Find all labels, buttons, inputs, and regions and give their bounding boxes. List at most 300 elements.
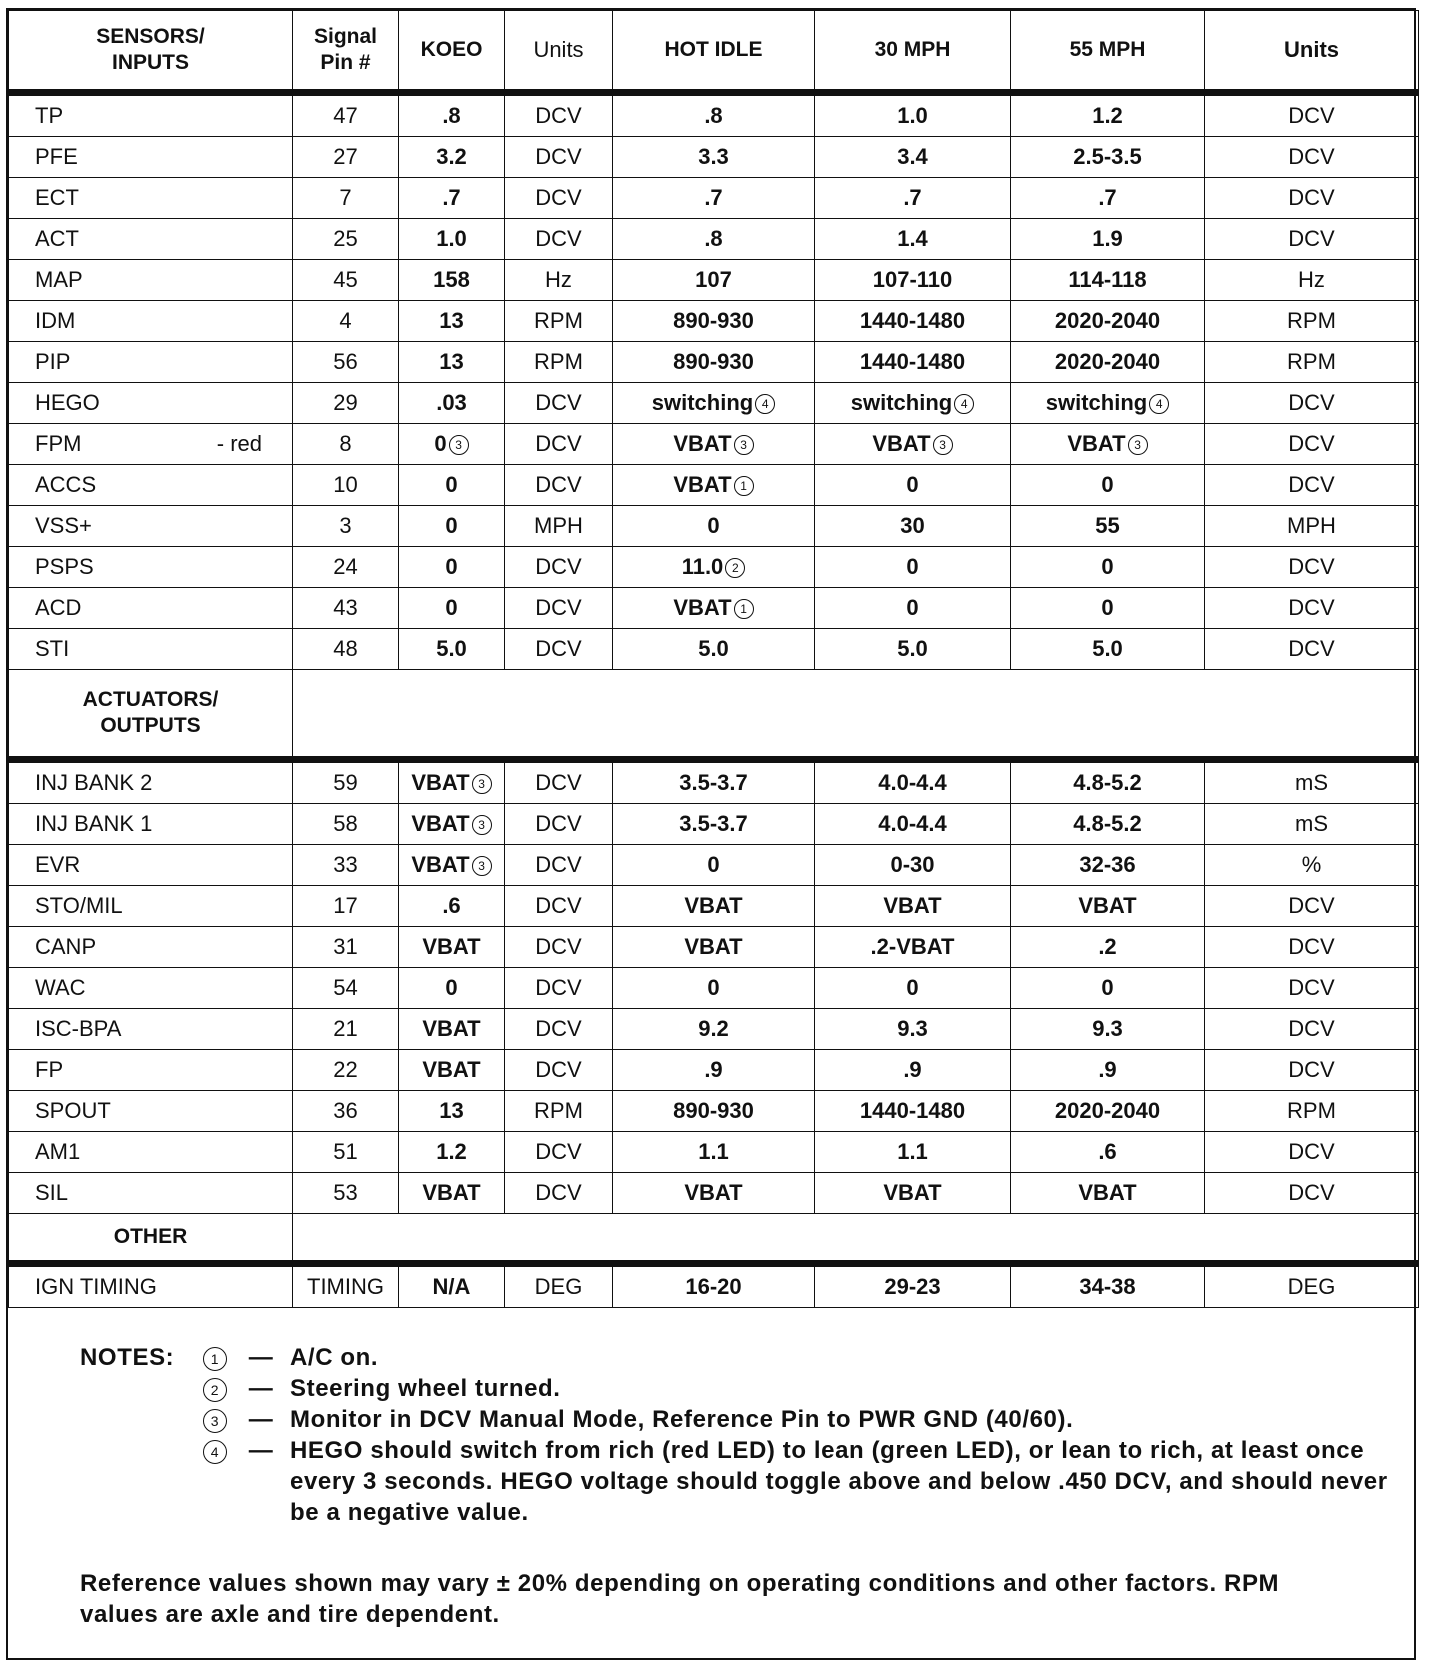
cell-name xyxy=(9,804,293,845)
cell-value: VBAT xyxy=(1067,431,1126,456)
cell-units xyxy=(505,301,613,342)
cell-name xyxy=(9,1264,293,1308)
cell-hot-idle xyxy=(613,301,815,342)
cell-value: PSPS xyxy=(35,554,94,579)
cell-name xyxy=(9,588,293,629)
cell-value: 53 xyxy=(333,1180,358,1205)
cell-units xyxy=(505,342,613,383)
cell-value: 1.2 xyxy=(1092,103,1123,128)
cell-value: .9 xyxy=(704,1057,723,1082)
cell-value: DEG xyxy=(534,1274,583,1299)
cell-value: DCV xyxy=(1288,1057,1335,1082)
note-marker-icon: 1 xyxy=(203,1347,227,1371)
cell-koeo xyxy=(399,260,505,301)
cell-55-mph xyxy=(1011,1091,1205,1132)
cell-koeo xyxy=(399,1264,505,1308)
cell-value: 24 xyxy=(333,554,358,579)
table-row xyxy=(9,137,1419,178)
cell-pin xyxy=(293,1009,399,1050)
cell-55-mph xyxy=(1011,178,1205,219)
cell-value: DCV xyxy=(1288,1016,1335,1041)
cell-hot-idle xyxy=(613,886,815,927)
cell-value: INJ BANK 1 xyxy=(35,811,153,836)
notes-label xyxy=(80,1373,198,1404)
cell-value: RPM xyxy=(1287,349,1336,374)
cell-value: 32-36 xyxy=(1079,852,1136,877)
cell-value: DCV xyxy=(535,893,582,918)
cell-value: .6 xyxy=(1098,1139,1117,1164)
cell-units-right xyxy=(1205,886,1419,927)
cell-name xyxy=(9,301,293,342)
cell-value: DCV xyxy=(1288,1139,1335,1164)
cell-55-mph xyxy=(1011,1264,1205,1308)
cell-30-mph xyxy=(815,1091,1011,1132)
cell-value: VBAT xyxy=(684,1180,743,1205)
table-row xyxy=(9,547,1419,588)
cell-name xyxy=(9,260,293,301)
cell-koeo xyxy=(399,1050,505,1091)
cell-value: RPM xyxy=(1287,308,1336,333)
cell-value: VBAT xyxy=(872,431,931,456)
cell-koeo xyxy=(399,424,505,465)
cell-value: 890-930 xyxy=(673,1098,754,1123)
cell-55-mph xyxy=(1011,383,1205,424)
section-label-other: OTHER xyxy=(9,1214,293,1264)
other-body xyxy=(9,1264,1419,1308)
cell-value: 2020-2040 xyxy=(1054,308,1161,333)
cell-value: DCV xyxy=(535,554,582,579)
cell-units-right xyxy=(1205,927,1419,968)
cell-30-mph xyxy=(815,137,1011,178)
cell-value: DCV xyxy=(1288,431,1335,456)
cell-30-mph xyxy=(815,301,1011,342)
cell-value: STI xyxy=(35,636,70,661)
cell-value: 0 xyxy=(707,975,720,1000)
cell-value: 5.0 xyxy=(698,636,729,661)
cell-value: 0 xyxy=(1101,975,1114,1000)
cell-value: 0 xyxy=(434,431,447,456)
note-number xyxy=(198,1435,232,1528)
cell-30-mph xyxy=(815,845,1011,886)
cell-value: 0 xyxy=(445,595,458,620)
cell-name xyxy=(9,629,293,670)
cell-koeo xyxy=(399,1009,505,1050)
cell-pin xyxy=(293,547,399,588)
notes-block xyxy=(8,1308,1414,1630)
cell-value: IGN TIMING xyxy=(35,1274,157,1299)
cell-value: 59 xyxy=(333,770,358,795)
cell-value: VBAT xyxy=(422,1057,481,1082)
cell-30-mph xyxy=(815,760,1011,804)
cell-value: 16-20 xyxy=(685,1274,742,1299)
cell-units xyxy=(505,1009,613,1050)
cell-value: CANP xyxy=(35,934,97,959)
cell-55-mph xyxy=(1011,886,1205,927)
cell-koeo xyxy=(399,845,505,886)
cell-value: 2020-2040 xyxy=(1054,349,1161,374)
cell-value: VBAT xyxy=(411,852,470,877)
cell-value: 1.2 xyxy=(436,1139,467,1164)
cell-55-mph xyxy=(1011,219,1205,260)
cell-name xyxy=(9,1091,293,1132)
cell-koeo xyxy=(399,804,505,845)
cell-name xyxy=(9,1132,293,1173)
sensors-body xyxy=(9,93,1419,670)
cell-value: RPM xyxy=(1287,1098,1336,1123)
cell-value: SPOUT xyxy=(35,1098,111,1123)
cell-value: VBAT xyxy=(1078,893,1137,918)
header-30-mph: 30 MPH xyxy=(815,11,1011,93)
cell-value: DCV xyxy=(1288,975,1335,1000)
cell-units xyxy=(505,886,613,927)
cell-30-mph xyxy=(815,1050,1011,1091)
cell-units xyxy=(505,424,613,465)
cell-name xyxy=(9,845,293,886)
cell-value: 1.0 xyxy=(897,103,928,128)
cell-units xyxy=(505,93,613,137)
table-row xyxy=(9,178,1419,219)
cell-koeo xyxy=(399,465,505,506)
table-row xyxy=(9,1132,1419,1173)
cell-units xyxy=(505,804,613,845)
cell-value: IDM xyxy=(35,308,76,333)
note-text: Monitor in DCV Manual Mode, Reference Pin to PWR GND (40/60). xyxy=(290,1406,1074,1433)
cell-value: DCV xyxy=(535,1057,582,1082)
cell-units-right xyxy=(1205,424,1419,465)
table-row xyxy=(9,760,1419,804)
table-row xyxy=(9,342,1419,383)
cell-55-mph xyxy=(1011,506,1205,547)
cell-value: 158 xyxy=(433,267,470,292)
cell-30-mph xyxy=(815,465,1011,506)
cell-value: Hz xyxy=(545,267,572,292)
cell-55-mph xyxy=(1011,1050,1205,1091)
cell-koeo xyxy=(399,301,505,342)
cell-55-mph xyxy=(1011,1009,1205,1050)
note-marker-icon: 4 xyxy=(203,1440,227,1464)
cell-value: INJ BANK 2 xyxy=(35,770,153,795)
section-label-actuators: ACTUATORS/ OUTPUTS xyxy=(9,670,293,760)
cell-value: DCV xyxy=(1288,636,1335,661)
cell-name xyxy=(9,219,293,260)
cell-hot-idle xyxy=(613,1132,815,1173)
cell-30-mph xyxy=(815,260,1011,301)
cell-pin xyxy=(293,93,399,137)
cell-koeo xyxy=(399,588,505,629)
cell-value: 21 xyxy=(333,1016,358,1041)
cell-value: 114-118 xyxy=(1068,267,1147,292)
cell-30-mph xyxy=(815,1132,1011,1173)
cell-koeo xyxy=(399,178,505,219)
cell-value: MAP xyxy=(35,267,83,292)
cell-value: 29-23 xyxy=(884,1274,941,1299)
cell-value: 107-110 xyxy=(872,267,953,292)
cell-55-mph xyxy=(1011,760,1205,804)
header-units-right: Units xyxy=(1205,11,1419,93)
cell-pin xyxy=(293,137,399,178)
cell-units-right xyxy=(1205,845,1419,886)
cell-55-mph xyxy=(1011,547,1205,588)
cell-value: switching xyxy=(1045,390,1148,415)
note-dash: — xyxy=(248,1437,274,1464)
cell-units-right xyxy=(1205,260,1419,301)
cell-name xyxy=(9,137,293,178)
cell-pin xyxy=(293,1173,399,1214)
cell-pin xyxy=(293,383,399,424)
cell-units-right xyxy=(1205,301,1419,342)
cell-value: ECT xyxy=(35,185,79,210)
header-hot-idle: HOT IDLE xyxy=(613,11,815,93)
section-blank xyxy=(293,1214,1419,1264)
cell-value: RPM xyxy=(534,1098,583,1123)
cell-value: .2-VBAT xyxy=(870,934,955,959)
cell-value: .7 xyxy=(704,185,723,210)
cell-value: 5.0 xyxy=(897,636,928,661)
cell-koeo xyxy=(399,1173,505,1214)
cell-30-mph xyxy=(815,383,1011,424)
section-row-other xyxy=(9,1214,1419,1264)
cell-value: HEGO xyxy=(35,390,100,415)
cell-value: STO/MIL xyxy=(35,893,123,918)
cell-value: 3.4 xyxy=(897,144,928,169)
cell-value: 0 xyxy=(906,554,919,579)
cell-value: 17 xyxy=(333,893,358,918)
note-text: A/C on. xyxy=(290,1344,379,1371)
cell-value: 0 xyxy=(1101,595,1114,620)
cell-hot-idle xyxy=(613,465,815,506)
cell-hot-idle xyxy=(613,178,815,219)
cell-units-right xyxy=(1205,342,1419,383)
cell-value: 1.0 xyxy=(436,226,467,251)
cell-hot-idle xyxy=(613,93,815,137)
cell-units xyxy=(505,1132,613,1173)
cell-pin xyxy=(293,1132,399,1173)
cell-value: VBAT xyxy=(422,1016,481,1041)
cell-koeo xyxy=(399,886,505,927)
cell-name xyxy=(9,383,293,424)
cell-30-mph xyxy=(815,424,1011,465)
cell-pin xyxy=(293,760,399,804)
cell-pin xyxy=(293,219,399,260)
note-dash: — xyxy=(248,1344,274,1371)
cell-value: VBAT xyxy=(684,893,743,918)
cell-koeo xyxy=(399,968,505,1009)
cell-value: VBAT xyxy=(883,893,942,918)
cell-value: 9.3 xyxy=(1092,1016,1123,1041)
cell-value: SIL xyxy=(35,1180,69,1205)
note-item xyxy=(80,1404,1394,1435)
cell-55-mph xyxy=(1011,424,1205,465)
cell-pin xyxy=(293,588,399,629)
notes-label: NOTES: xyxy=(80,1344,175,1371)
cell-value: 0 xyxy=(906,472,919,497)
cell-units xyxy=(505,547,613,588)
cell-units-right xyxy=(1205,1091,1419,1132)
cell-value: 33 xyxy=(333,852,358,877)
cell-value: 31 xyxy=(333,934,358,959)
cell-30-mph xyxy=(815,1009,1011,1050)
cell-units xyxy=(505,1050,613,1091)
cell-value: 1440-1480 xyxy=(859,308,966,333)
cell-value: 43 xyxy=(333,595,358,620)
cell-value: DCV xyxy=(535,1016,582,1041)
cell-value: 29 xyxy=(333,390,358,415)
table-row xyxy=(9,1009,1419,1050)
cell-units xyxy=(505,219,613,260)
cell-value: PIP xyxy=(35,349,71,374)
cell-value: .8 xyxy=(442,103,461,128)
cell-value: 7 xyxy=(339,185,352,210)
cell-55-mph xyxy=(1011,342,1205,383)
table-row xyxy=(9,260,1419,301)
cell-value: 54 xyxy=(333,975,358,1000)
cell-30-mph xyxy=(815,178,1011,219)
cell-value: 2020-2040 xyxy=(1054,1098,1161,1123)
cell-value: 51 xyxy=(333,1139,358,1164)
cell-value: Hz xyxy=(1298,267,1325,292)
cell-units-right xyxy=(1205,383,1419,424)
reference-note: Reference values shown may vary ± 20% depending on operating conditions and other factors. RPM values are axle and tire dependent. xyxy=(80,1570,1280,1628)
cell-pin xyxy=(293,886,399,927)
cell-value: DCV xyxy=(1288,185,1335,210)
cell-30-mph xyxy=(815,342,1011,383)
cell-units xyxy=(505,927,613,968)
cell-value: VBAT xyxy=(411,811,470,836)
cell-value: DCV xyxy=(535,934,582,959)
table-row xyxy=(9,886,1419,927)
cell-value: DCV xyxy=(535,636,582,661)
cell-value: 9.3 xyxy=(897,1016,928,1041)
cell-value: % xyxy=(1301,852,1322,877)
cell-hot-idle xyxy=(613,588,815,629)
cell-value: 5.0 xyxy=(436,636,467,661)
cell-hot-idle xyxy=(613,760,815,804)
cell-55-mph xyxy=(1011,588,1205,629)
cell-name xyxy=(9,1009,293,1050)
cell-value: switching xyxy=(850,390,953,415)
cell-value: 0 xyxy=(1101,472,1114,497)
cell-55-mph xyxy=(1011,845,1205,886)
cell-units-right xyxy=(1205,1132,1419,1173)
cell-value: AM1 xyxy=(35,1139,81,1164)
cell-30-mph xyxy=(815,968,1011,1009)
note-number xyxy=(198,1342,232,1373)
cell-pin xyxy=(293,260,399,301)
cell-hot-idle xyxy=(613,1009,815,1050)
actuators-body xyxy=(9,760,1419,1214)
cell-value: 5.0 xyxy=(1092,636,1123,661)
cell-units-right xyxy=(1205,588,1419,629)
cell-value: 0 xyxy=(445,554,458,579)
cell-value: 4.0-4.4 xyxy=(878,811,947,836)
cell-value: DCV xyxy=(535,144,582,169)
cell-name xyxy=(9,93,293,137)
cell-pin xyxy=(293,804,399,845)
cell-value: 3.3 xyxy=(698,144,729,169)
cell-value: 13 xyxy=(439,1098,464,1123)
row-label: FPM xyxy=(35,431,82,456)
cell-pin xyxy=(293,629,399,670)
cell-value: ACT xyxy=(35,226,79,251)
cell-value: ISC-BPA xyxy=(35,1016,122,1041)
cell-hot-idle xyxy=(613,137,815,178)
cell-30-mph xyxy=(815,93,1011,137)
cell-value: ACD xyxy=(35,595,82,620)
cell-hot-idle xyxy=(613,424,815,465)
note-marker-icon: 3 xyxy=(1128,435,1148,455)
cell-55-mph xyxy=(1011,301,1205,342)
cell-value: 4.8-5.2 xyxy=(1073,811,1142,836)
cell-name xyxy=(9,968,293,1009)
cell-value: TIMING xyxy=(307,1274,384,1299)
cell-value: DCV xyxy=(535,472,582,497)
cell-value: DCV xyxy=(1288,103,1335,128)
note-marker-icon: 4 xyxy=(1149,394,1169,414)
cell-value: DCV xyxy=(535,103,582,128)
note-marker-icon: 4 xyxy=(755,394,775,414)
cell-55-mph xyxy=(1011,93,1205,137)
cell-pin xyxy=(293,1091,399,1132)
cell-value: DCV xyxy=(535,595,582,620)
cell-30-mph xyxy=(815,1264,1011,1308)
cell-value: ACCS xyxy=(35,472,97,497)
cell-pin xyxy=(293,465,399,506)
note-marker-icon: 3 xyxy=(449,435,469,455)
cell-koeo xyxy=(399,629,505,670)
note-marker-icon: 1 xyxy=(734,476,754,496)
cell-value: VBAT xyxy=(422,1180,481,1205)
note-marker-icon: 3 xyxy=(734,435,754,455)
header-sensors: SENSORS/ INPUTS xyxy=(9,11,293,93)
cell-value: .9 xyxy=(1098,1057,1117,1082)
cell-hot-idle xyxy=(613,383,815,424)
cell-value: DCV xyxy=(1288,226,1335,251)
cell-value: VBAT xyxy=(422,934,481,959)
cell-value: WAC xyxy=(35,975,86,1000)
cell-name xyxy=(9,760,293,804)
cell-units-right xyxy=(1205,760,1419,804)
cell-value: 58 xyxy=(333,811,358,836)
cell-units-right xyxy=(1205,1264,1419,1308)
note-marker-icon: 3 xyxy=(203,1409,227,1433)
table-row xyxy=(9,301,1419,342)
cell-value: 0 xyxy=(445,472,458,497)
cell-units-right xyxy=(1205,465,1419,506)
cell-value: .7 xyxy=(903,185,922,210)
cell-30-mph xyxy=(815,927,1011,968)
cell-hot-idle xyxy=(613,219,815,260)
cell-units-right xyxy=(1205,968,1419,1009)
cell-value: 13 xyxy=(439,349,464,374)
cell-pin xyxy=(293,506,399,547)
cell-value: 45 xyxy=(333,267,358,292)
cell-value: 11.0 xyxy=(681,554,724,579)
note-number xyxy=(198,1404,232,1435)
cell-value: MPH xyxy=(534,513,583,538)
cell-pin xyxy=(293,927,399,968)
cell-hot-idle xyxy=(613,1173,815,1214)
note-item xyxy=(80,1373,1394,1404)
cell-value: .7 xyxy=(1098,185,1117,210)
cell-value: 890-930 xyxy=(673,308,754,333)
cell-value: 1.4 xyxy=(897,226,928,251)
table-row xyxy=(9,1173,1419,1214)
section-row-actuators xyxy=(9,670,1419,760)
cell-koeo xyxy=(399,219,505,260)
cell-value: DCV xyxy=(535,185,582,210)
cell-value: 4.8-5.2 xyxy=(1073,770,1142,795)
cell-pin xyxy=(293,424,399,465)
